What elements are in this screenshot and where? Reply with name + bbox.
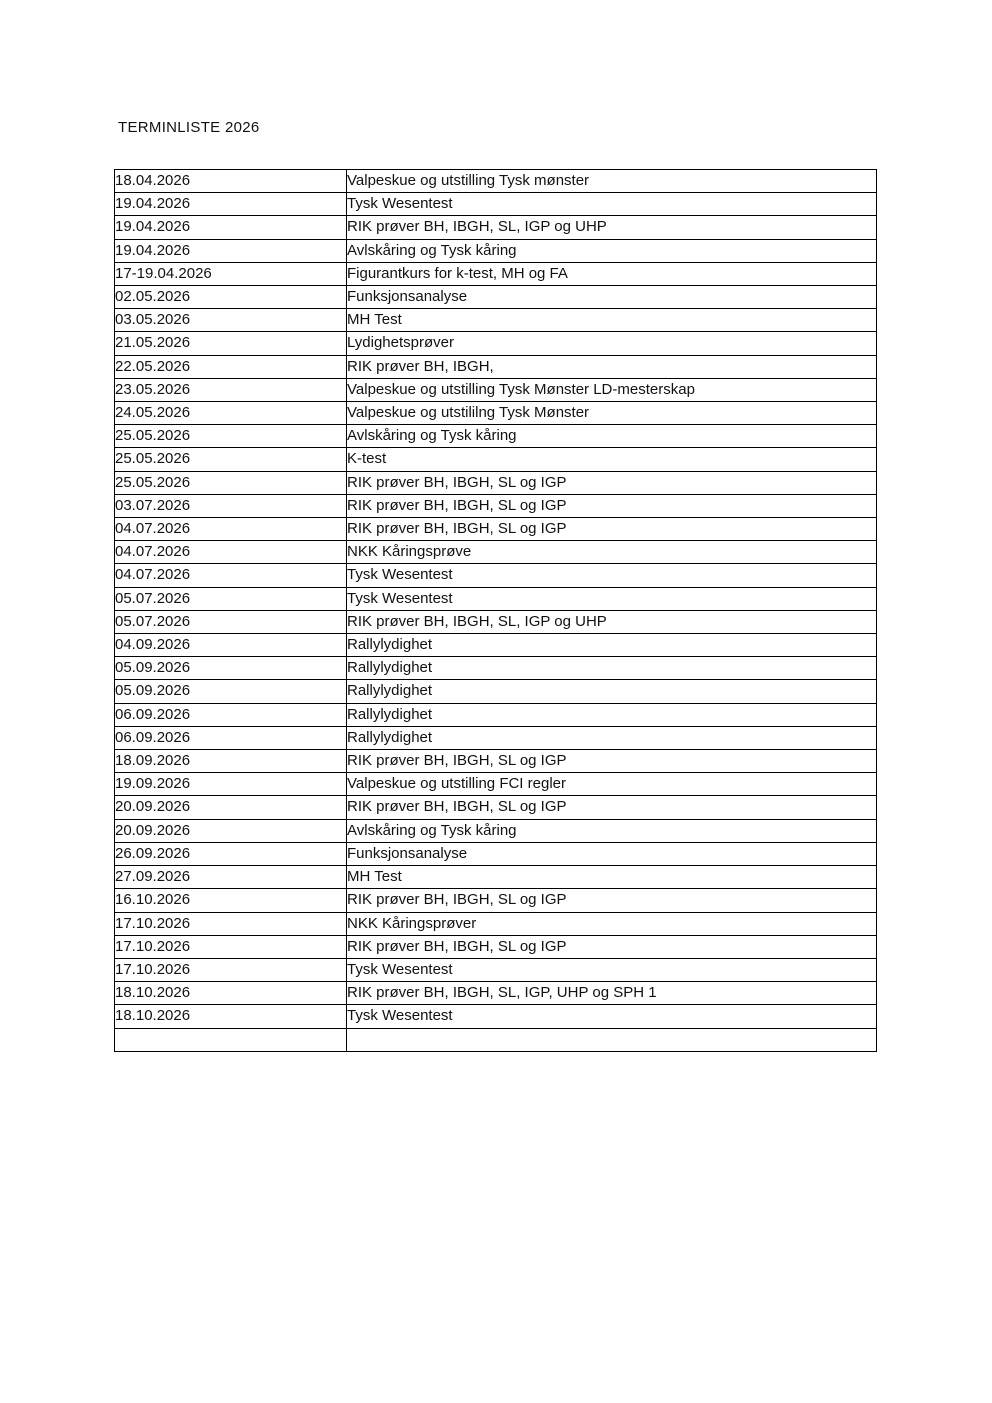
table-row xyxy=(115,448,877,471)
event-name-cell: Tysk Wesentest xyxy=(347,587,877,610)
event-date-cell: 27.09.2026 xyxy=(115,866,347,889)
event-date-cell: 06.09.2026 xyxy=(115,703,347,726)
event-name-cell: Valpeskue og utstililng Tysk Mønster xyxy=(347,402,877,425)
table-row xyxy=(115,262,877,285)
event-name-cell: RIK prøver BH, IBGH, SL og IGP xyxy=(347,494,877,517)
table-row xyxy=(115,819,877,842)
table-row xyxy=(115,726,877,749)
event-date-cell: 05.07.2026 xyxy=(115,587,347,610)
event-name-cell: RIK prøver BH, IBGH, SL, IGP, UHP og SPH 1 xyxy=(347,982,877,1005)
event-name-cell: Tysk Wesentest xyxy=(347,1005,877,1028)
event-date-cell: 18.04.2026 xyxy=(115,170,347,193)
event-date-cell: 19.04.2026 xyxy=(115,216,347,239)
event-name-cell: Rallylydighet xyxy=(347,634,877,657)
event-date-cell: 19.09.2026 xyxy=(115,773,347,796)
table-row xyxy=(115,309,877,332)
schedule-table-body xyxy=(115,170,877,1052)
table-row xyxy=(115,610,877,633)
event-date-cell: 18.10.2026 xyxy=(115,982,347,1005)
table-row xyxy=(115,494,877,517)
table-row xyxy=(115,286,877,309)
event-name-cell: Tysk Wesentest xyxy=(347,193,877,216)
event-name-cell: Avlskåring og Tysk kåring xyxy=(347,819,877,842)
event-date-cell: 20.09.2026 xyxy=(115,796,347,819)
table-row xyxy=(115,657,877,680)
event-date-cell: 18.09.2026 xyxy=(115,750,347,773)
table-row xyxy=(115,912,877,935)
event-name-cell: Funksjonsanalyse xyxy=(347,286,877,309)
table-row xyxy=(115,958,877,981)
schedule-table xyxy=(114,169,877,1052)
event-date-cell: 04.07.2026 xyxy=(115,518,347,541)
event-name-cell: RIK prøver BH, IBGH, SL og IGP xyxy=(347,471,877,494)
event-date-cell: 04.09.2026 xyxy=(115,634,347,657)
event-name-cell: RIK prøver BH, IBGH, SL og IGP xyxy=(347,750,877,773)
event-name-cell: Funksjonsanalyse xyxy=(347,842,877,865)
event-name-cell: NKK Kåringsprøver xyxy=(347,912,877,935)
table-row xyxy=(115,471,877,494)
event-date-cell: 04.07.2026 xyxy=(115,541,347,564)
table-row xyxy=(115,355,877,378)
event-name-cell: Valpeskue og utstilling Tysk mønster xyxy=(347,170,877,193)
table-row xyxy=(115,1028,877,1051)
event-date-cell: 03.07.2026 xyxy=(115,494,347,517)
table-row xyxy=(115,518,877,541)
event-name-cell: RIK prøver BH, IBGH, SL, IGP og UHP xyxy=(347,216,877,239)
event-date-cell: 24.05.2026 xyxy=(115,402,347,425)
event-date-cell: 17.10.2026 xyxy=(115,912,347,935)
table-row xyxy=(115,1005,877,1028)
event-date-cell: 05.09.2026 xyxy=(115,680,347,703)
event-date-cell: 18.10.2026 xyxy=(115,1005,347,1028)
event-date-cell: 26.09.2026 xyxy=(115,842,347,865)
event-name-cell: RIK prøver BH, IBGH, SL og IGP xyxy=(347,796,877,819)
event-name-cell: NKK Kåringsprøve xyxy=(347,541,877,564)
table-row xyxy=(115,541,877,564)
event-name-cell: Valpeskue og utstilling FCI regler xyxy=(347,773,877,796)
event-name-cell: Rallylydighet xyxy=(347,726,877,749)
event-name-cell: Rallylydighet xyxy=(347,703,877,726)
event-date-cell: 21.05.2026 xyxy=(115,332,347,355)
event-date-cell: 20.09.2026 xyxy=(115,819,347,842)
table-row xyxy=(115,193,877,216)
event-name-cell: RIK prøver BH, IBGH, xyxy=(347,355,877,378)
table-row xyxy=(115,402,877,425)
event-date-cell: 17.10.2026 xyxy=(115,958,347,981)
table-row xyxy=(115,796,877,819)
page-title: TERMINLISTE 2026 xyxy=(118,119,260,136)
table-row xyxy=(115,982,877,1005)
event-date-cell: 17.10.2026 xyxy=(115,935,347,958)
event-name-cell: RIK prøver BH, IBGH, SL, IGP og UHP xyxy=(347,610,877,633)
event-date-cell: 05.09.2026 xyxy=(115,657,347,680)
event-name-cell: RIK prøver BH, IBGH, SL og IGP xyxy=(347,518,877,541)
table-row xyxy=(115,866,877,889)
table-row xyxy=(115,842,877,865)
event-name-cell: Avlskåring og Tysk kåring xyxy=(347,425,877,448)
event-date-cell: 05.07.2026 xyxy=(115,610,347,633)
table-row xyxy=(115,680,877,703)
event-name-cell: RIK prøver BH, IBGH, SL og IGP xyxy=(347,889,877,912)
event-name-cell: Tysk Wesentest xyxy=(347,958,877,981)
table-row xyxy=(115,703,877,726)
table-row xyxy=(115,773,877,796)
event-date-cell: 06.09.2026 xyxy=(115,726,347,749)
event-name-cell: RIK prøver BH, IBGH, SL og IGP xyxy=(347,935,877,958)
event-date-cell: 23.05.2026 xyxy=(115,378,347,401)
table-row xyxy=(115,634,877,657)
event-date-cell: 02.05.2026 xyxy=(115,286,347,309)
event-name-cell: Valpeskue og utstilling Tysk Mønster LD-mesterskap xyxy=(347,378,877,401)
event-date-cell xyxy=(115,1028,347,1051)
event-date-cell: 17-19.04.2026 xyxy=(115,262,347,285)
event-name-cell: Figurantkurs for k-test, MH og FA xyxy=(347,262,877,285)
event-date-cell: 25.05.2026 xyxy=(115,425,347,448)
event-name-cell: Rallylydighet xyxy=(347,657,877,680)
event-name-cell: MH Test xyxy=(347,309,877,332)
event-date-cell: 25.05.2026 xyxy=(115,448,347,471)
table-row xyxy=(115,564,877,587)
table-row xyxy=(115,750,877,773)
event-date-cell: 19.04.2026 xyxy=(115,239,347,262)
table-row xyxy=(115,587,877,610)
event-date-cell: 25.05.2026 xyxy=(115,471,347,494)
table-row xyxy=(115,425,877,448)
event-date-cell: 16.10.2026 xyxy=(115,889,347,912)
table-row xyxy=(115,170,877,193)
event-name-cell: Tysk Wesentest xyxy=(347,564,877,587)
table-row xyxy=(115,216,877,239)
event-name-cell: Rallylydighet xyxy=(347,680,877,703)
event-name-cell: MH Test xyxy=(347,866,877,889)
event-date-cell: 19.04.2026 xyxy=(115,193,347,216)
table-row xyxy=(115,378,877,401)
event-name-cell: Lydighetsprøver xyxy=(347,332,877,355)
event-date-cell: 22.05.2026 xyxy=(115,355,347,378)
event-name-cell xyxy=(347,1028,877,1051)
event-date-cell: 04.07.2026 xyxy=(115,564,347,587)
table-row xyxy=(115,239,877,262)
event-name-cell: Avlskåring og Tysk kåring xyxy=(347,239,877,262)
event-name-cell: K-test xyxy=(347,448,877,471)
table-row xyxy=(115,889,877,912)
table-row xyxy=(115,332,877,355)
event-date-cell: 03.05.2026 xyxy=(115,309,347,332)
table-row xyxy=(115,935,877,958)
